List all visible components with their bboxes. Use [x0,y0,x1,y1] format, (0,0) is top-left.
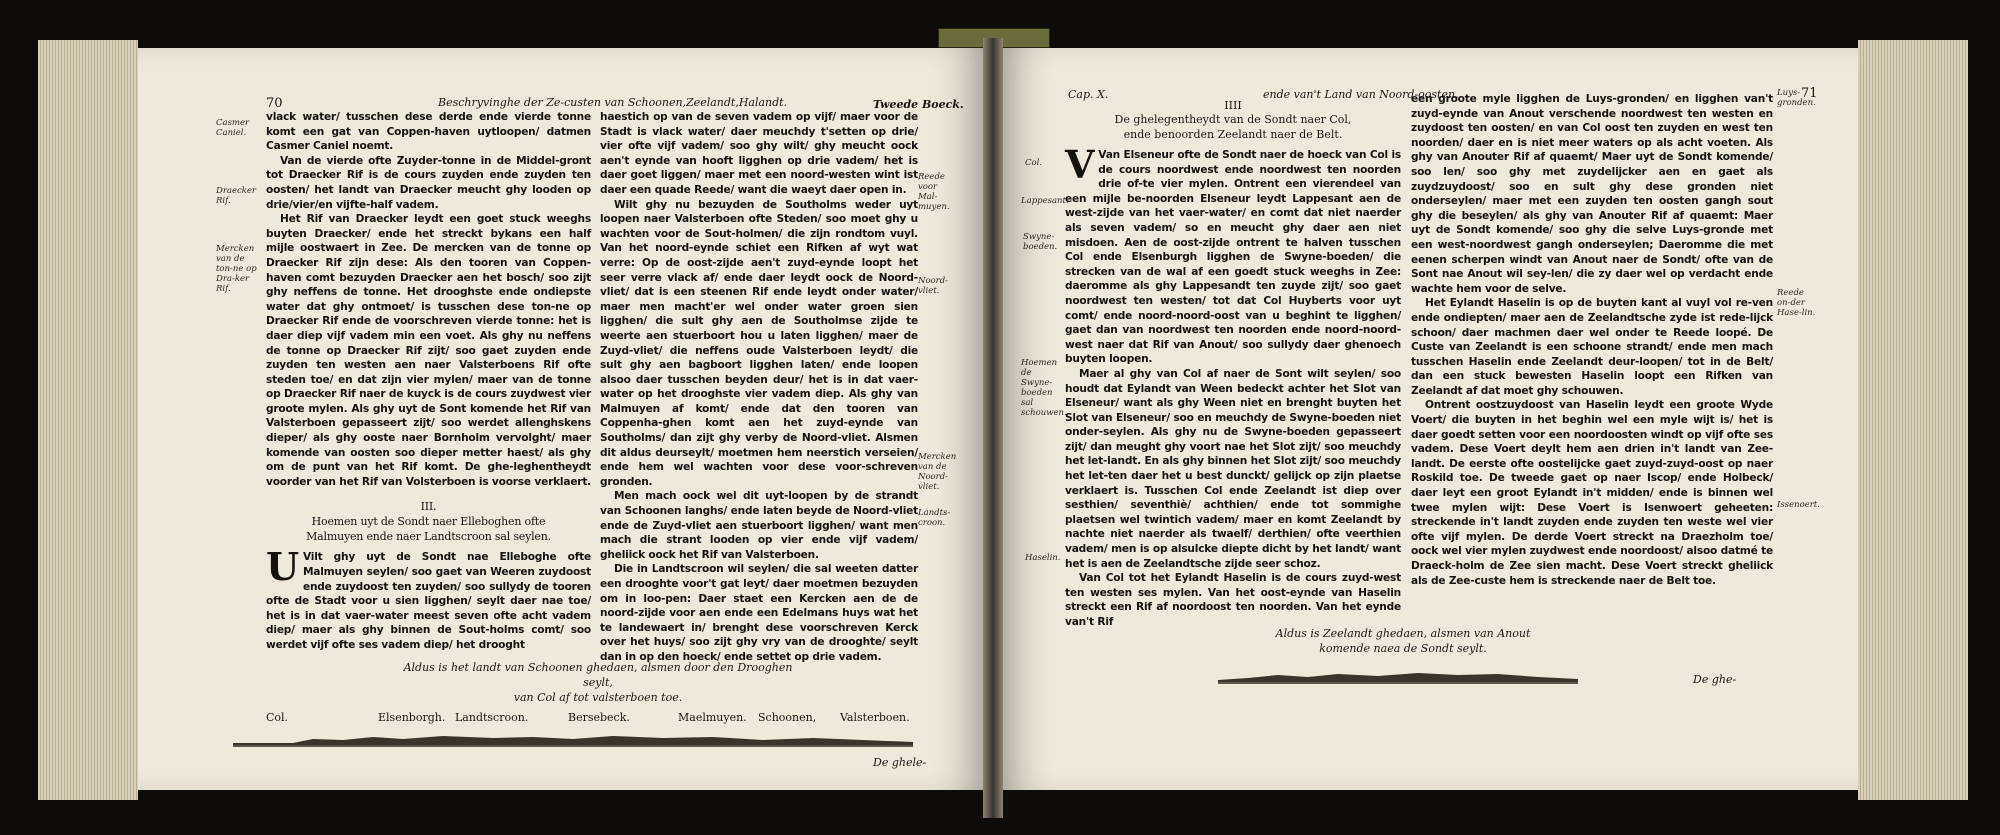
paragraph: Van de vierde ofte Zuyder-tonne in de Middel-gront tot Draecker Rif is de cours zuyden ende zuyden ten oosten/ het landt van Draecker meucht ghy looden op drie/vier/en vijfte-half vadem. [266,154,591,211]
left-catchword: De ghele- [873,756,927,769]
caption-line: komende naea de Sondt seylt. [1319,642,1487,655]
left-page-number: 70 [266,96,283,111]
book-gutter [983,38,1003,818]
right-column-1 [1065,142,1401,630]
right-chapter: Cap. X. [1068,88,1109,101]
right-page-number: 71 [1801,86,1818,101]
right-section-number: IIII [1224,99,1242,112]
paragraph: Van Col tot het Eylandt Haselin is de cours zuyd-west ten westen ses mylen. Van het oost-eynde van Haselin streckt een Rif af noordoost ten noorden. Van het eynde van't Rif [1065,572,1401,628]
left-book-label: Tweede Boeck. [873,98,964,111]
margin-note: Mercken van de Noord-vliet. [918,452,957,492]
right-column-2 [1411,92,1773,588]
margin-note: Reede on-der Hase-lin. [1777,288,1816,318]
margin-note: Col. [1025,158,1043,168]
margin-note: Luys-gronden. [1777,88,1816,108]
right-page [1003,48,1858,790]
paragraph: Maer al ghy van Col af naer de Sont wilt seylen/ soo houdt dat Eylandt van Ween bedeckt achter het Slot van Elseneur/ want als ghy Ween niet en brenght buyten het Slot van Elseneur/ soo en meuchdy de Swyne-boeden niet onder-seylen. Als ghy nu de Swyne-boeden gepasseert zijt/ dan meught ghy voort nae het Slot zijt/ soo meuchdy het let-landt. En als ghy binnen het Slot zijt/ soo meuchdy het let-ten daer het u best dunckt/ gelijck op zijn plaetse verklaert is. Tusschen Col ende Zeelandt ist diep over sesthien/ seventhiè/ achthien/ ende tot sommighe plaetsen wel twintich vadem/ maer en komt Zeelandt by nachte niet naerder als twaelf/ derthien/ ofte veerthien vadem/ men is op alsulcke diepte dicht by het landt/ want het is aen de Zeelandtsche zijde seer schoz. [1065,367,1401,570]
coastal-profile-drawing [1218,666,1578,686]
paragraph: haestich op van de seven vadem op vijf/ maer voor de Stadt is vlack water/ daer meuchdy t'setten op drie/ vier ofte vijf vadem/ soo ghy wilt/ ghy meucht oock aen't eynde van hooft ligghen op drie vadem/ het is daer goet liggen/ maer met een noord-westen wint ist daer een quade Reede/ want die waeyt daer open in. [600,111,918,196]
margin-note: Landts-croon. [918,508,951,528]
margin-note: Draecker Rif. [216,186,256,206]
view-label: Col. [266,711,289,724]
paragraph: een groote myle ligghen de Luys-gronden/ en ligghen van't zuyd-eynde van Anout verschende noordwest ten westen en zuydoost ten oosten/ en van Col oost ten zuyden en west ten noorden/ daer en is niet meer waters op als acht voeten. Als ghy van Anouter Rif af quaemt/ Maer uyt de Sondt komende/ soo len/ soo ghy met zuydelijcker aen en gaet als zuydzuydoost/ soo en sult ghy dese gronden niet onderseylen/ maer met een zuyden ten oosten gangh sout ghy die beseylen/ als ghy van Anouter Rif af quaemt: Maer uyt de Sondt komende/ soo ghy die selve Luys-gronde met een west-noordwest gangh onderseylen; Daeromme die met eenen scherpen windt van Anout naer de Sondt/ ofte van de Sont nae Anout wil sey-len/ die zy daer wel op verdacht ende wachte hem voor de selve. [1411,93,1773,295]
paragraph: Van Elseneur ofte de Sondt naer de hoeck van Col is de cours noordwest ende noordwest ten noorden drie of-te vier mylen. Ontrent een vierendeel van een mijle be-noorden Elseneur leydt Lappesant aen de west-zijde van het vaer-water/ en comt dat niet naerder als seven vadem/ so en meucht ghy daer aen niet misdoen. Aen de oost-zijde ontrent te halven tusschen Col ende Elsenburgh ligghen de Swyne-boeden/ die strecken van de wal af een goedt stuck weeghs in Zee: daeromme als ghy Lappesandt ten zuyde zijt/ soo gaet noordwest ten westen/ tot dat Col Huyberts voor uyt comt/ ende noord-noord-oost van u beghint te ligghen/ gaet dan van noordwest ten noorden ende noord-noord-west naer dat Rif van Anout/ soo sullydy daer ghenoech buyten loopen. [1065,149,1401,366]
margin-note: Lappesant. [1021,196,1069,206]
section-number: III. [420,500,437,514]
right-view-caption [1253,626,1553,656]
section-title: Hoemen uyt de Sondt naer Elleboghen ofte Malmuyen ende naer Landtscroon sal seylen. [306,515,551,544]
margin-note: Hoemen de Swyne-boeden sal schouwen. [1021,358,1067,418]
paragraph: Men mach oock wel dit uyt-loopen by de strandt van Schoonen langhs/ ende laten beyde de Noord-vliet ende de Zuyd-vliet aen stuerboort ligghen/ want men mach die strant looden op vier ende vijf vadem/ gheliick oock het Rif van Valsterboen. [600,490,918,561]
paragraph: vlack water/ tusschen dese derde ende vierde tonne komt een gat van Coppen-haven uytloopen/ datmen Casmer Caniel noemt. [266,111,591,153]
left-page-edges [38,40,138,800]
left-column-2 [600,110,918,665]
view-label: Schoonen, [758,711,817,724]
view-label: Landtscroon. [455,711,529,724]
right-catchword: De ghe- [1693,673,1737,686]
section-text: Vilt ghy uyt de Sondt nae Elleboghe ofte Malmuyen seylen/ soo gaet van Weeren zuydoost ende zuydoost ten zuyden/ soo sullydy de tooren ofte de Stadt voor u sien ligghen/ seylt daer nae toe/ het is in dat vaer-water meest seven ofte acht vadem diep/ maer als ghy binnen de Sout-holms comt/ soo werdet vijf ofte ses vadem diep/ het drooght [266,551,591,651]
right-page-edges [1858,40,1968,800]
caption-line: Aldus is het landt van Schoonen ghedaen, alsmen door den Drooghen seylt, [403,661,793,689]
right-section-title: De ghelegentheydt van de Sondt naer Col, ende benoorden Zeelandt naer de Belt. [1114,113,1352,141]
section-body [1065,142,1401,367]
coastal-profile-drawing [233,728,913,750]
paragraph: Ontrent oostzuydoost van Haselin leydt een groote Wyde Voert/ die buyten in het beghin wel een myle wijt is/ het is daer goedt setten voor een noordoosten windt op vijf ofte ses vadem. Dese Voert deylt hem aen drien in't landt van Zee-landt. De eerste ofte oostelijcke gaet zuyd-zuyd-oost op naer Roskild toe. De tweede gaet op naer Iscop/ ende Holbeck/ daer leyt een groot Eylandt in't midden/ ende is binnen wel twee mylen wijt: Dese Voert is Isenwoert geheeten: streckende in't landt zuyden ende zuyden ten weste wel vier ofte vijf mylen. De derde Voert streckt na Draezholm toe/ oock wel vier mylen zuydwest ende noordoost/ alsoo datmé te Draeck-holm de Zee sien macht. Dese Voert streckt gheliick als de Zee-custe hem is streckende naer de Belt toe. [1411,399,1773,587]
paragraph: Het Eylandt Haselin is op de buyten kant al vuyl vol re-ven ende ondiepten/ maer aen de Zeelandtsche zyde ist rede-lijck schoon/ daer machmen daer wel onder te Reede loopé. De Custe van Zeelandt is een schoone strandt/ ende men mach tusschen Haselin ende Zeelandt deur-loopen/ tot in de Belt/ dan een stuck bewesten Haselin loopt een Rifken van Zeelandt af dat moet ghy schouwen. [1411,297,1773,397]
left-view-caption [388,660,808,705]
margin-note: Haselin. [1025,553,1061,563]
margin-note: Swyne-boeden. [1023,232,1058,252]
paragraph: Die in Landtscroon wil seylen/ die sal weeten datter een drooghte voor't gat leyt/ daer moetmen bezuyden om in loo-pen: Daer staet een Kercken aen de de noord-zijde voor aen ende een Edelmans huys wat het te landewaert in/ brenght dese voorschreven Kerck over het huys/ soo zijt ghy vry van de drooghte/ seylt dan in op den hoeck/ ende settet op drie vadem. [600,563,918,663]
view-label: Maelmuyen. [678,711,747,724]
view-label: Elsenborgh. [378,711,446,724]
paragraph: Wilt ghy nu bezuyden de Southolms weder uyt loopen naer Valsterboen ofte Steden/ soo moet ghy u wachten voor de Sout-holmen/ die zijn rondtom vuyl. Van het noord-eynde schiet een Rifken af wyt wat verre: Op de oost-zijde aen't zuyd-eynde loopt het seer verre vlack af/ ende daer leydt oock de Noord-vliet/ dat is een steenen Rif ende leydt onder water/ maer men macht'er wel onder water groen sien ligghen/ die sult ghy aen de Southolmse zijde te weerte aen stuerboort hou u laten ligghen/ maer de Zuyd-vliet/ die neffens oude Valsterboen leydt/ die sult ghy aen bagboort ligghen laten/ ende loopen alsoo daer tusschen beyden deur/ het is in dat vaer-water op het drooghste vier vadem diep. Als ghy van Malmuyen af komt/ ende dat den tooren van Coppenha-ghen komt aen het zuyd-eynde van Southolms/ dan zijt ghy verby de Noord-vliet. Alsmen dit aldus deurseylt/ moetmen hem neerstich verseien/ ende hem wel wachten voor dese voor-schreven gronden. [600,198,918,488]
caption-line: Aldus is Zeelandt ghedaen, alsmen van Anout [1275,627,1531,640]
left-running-title: Beschryvinghe der Ze-custen van Schoonen,Zeelandt,Halandt. [438,96,788,109]
view-label: Bersebeck. [568,711,630,724]
margin-note: Reede voor Mal-muyen. [918,172,950,212]
left-column-1 [266,110,591,653]
left-page [138,48,983,790]
drop-capital: V [1065,142,1095,187]
open-book [8,18,1993,828]
drop-capital: U [266,544,299,590]
paragraph: Het Rif van Draecker leydt een goet stuck weeghs buyten Draecker/ ende het streckt bykans een half mijle oostwaert in Zee. De mercken van de tonne op Draecker Rif zijn dese: Als den tooren van Coppen-haven comt bezuyden Draecker aen het bosch/ soo zijt ghy neffens de tonne. Het drooghste ende ondiepste water dat ghy ontmoet/ is tusschen dese ton-ne op Draecker Rif ende de voorschreven vierde tonne: het is daer diep vijf vadem min een voet. Als ghy nu neffens de tonne op Draecker Rif zijt/ soo gaet zuyden ende zuyden ten westen aen naer Valsterboens Rif ofte steden toe/ en dat zijn vier mylen/ maer van de tonne op Draecker Rif naer de kuyck is de cours zuydwest vier groote mylen. Als ghy uyt de Sont komende het Rif van Valsterboen gepasseert zijt/ soo werdet allenghskens dieper/ als ghy ooste naer Bornholm vervolght/ maer komende van oosten soo dieper metter haest/ als ghy om de punt van het Rif komt. De ghe-leghentheydt voorder van het Rif van Volsterboen is voorse verklaert. [266,213,592,488]
caption-line: van Col af tot valsterboen toe. [513,691,683,704]
margin-note: Casmer Caniel. [216,118,250,138]
view-label: Valsterboen. [840,711,910,724]
section-body [266,544,591,652]
margin-note: Noord-vliet. [918,276,949,296]
margin-note: Issenoert. [1777,500,1820,510]
margin-note: Mercken van de ton-ne op Dra-ker Rif. [216,244,257,294]
right-running-title: ende van't Land van Noord-oosten. [1263,88,1459,101]
